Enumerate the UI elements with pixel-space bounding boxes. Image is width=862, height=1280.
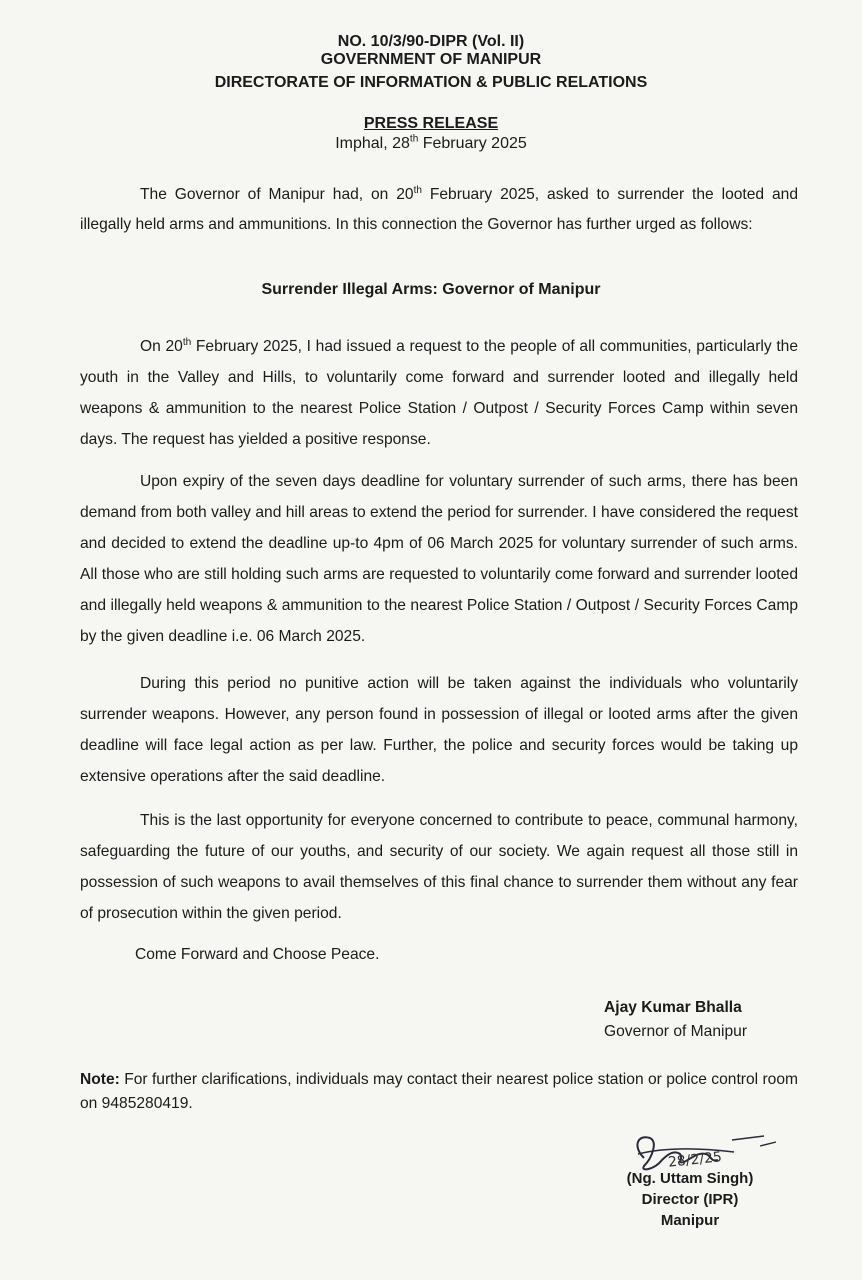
note-paragraph: [80, 1068, 798, 1116]
press-release-title: PRESS RELEASE: [363, 115, 499, 132]
intro-paragraph: The Governor of Manipur had, on 20th February 2025, asked to surrender the looted and illegally held arms and ammunitions. In this connection the Governor has further urged as follows:: [80, 184, 798, 233]
note-label: Note:: [80, 1071, 120, 1088]
body-paragraph-1: On 20th February 2025, I had issued a request to the people of all communities, particularly the youth in the Valley and Hills, to voluntarily come forward and surrender looted and illegally held weapons & ammunition to the nearest Police Station / Outpost / Security Forces Camp within seven days. The request has yielded a positive response.: [80, 336, 799, 448]
governor-name: Ajay Kumar Bhalla: [604, 999, 742, 1016]
body-paragraph-2: Upon expiry of the seven days deadline for voluntary surrender of such arms, there has been demand from both valley and hill areas to extend the period for surrender. I have considered the request and decided to extend the deadline up-to 4pm of 06 March 2025 for voluntary surrender of such arms. All those who are still holding such arms are requested to voluntarily come forward and surrender looted and illegally held weapons & ammunition to the nearest Police Station / Outpost / Security Forces Camp by the given deadline i.e. 06 March 2025.: [80, 473, 798, 645]
body-paragraph-4: This is the last opportunity for everyone concerned to contribute to peace, communal harmony, safeguarding the future of our youths, and security of our society. We again request all those still in possession of such weapons to avail themselves of this final chance to surrender them without any fear of prosecution within the given period.: [80, 812, 798, 922]
governor-signature-block: [604, 996, 747, 1044]
government-name: GOVERNMENT OF MANIPUR: [320, 51, 542, 68]
signature-date: 28/2/25: [667, 1149, 723, 1171]
director-name: (Ng. Uttam Singh): [626, 1170, 754, 1187]
director-signature-block: [600, 1168, 780, 1231]
note-text: For further clarifications, individuals may contact their nearest police station or police control room on 9485280419.: [80, 1071, 798, 1112]
release-date: Imphal, 28th February 2025: [335, 133, 527, 152]
reference-number: NO. 10/3/90-DIPR (Vol. II): [337, 33, 525, 50]
body-paragraph-3: During this period no punitive action will be taken against the individuals who voluntarily surrender weapons. However, any person found in possession of illegal or looted arms after the given deadline will face legal action as per law. Further, the police and security forces would be taking up extensive operations after the said deadline.: [80, 675, 798, 785]
closing-line: Come Forward and Choose Peace.: [135, 946, 380, 963]
subheading: Surrender Illegal Arms: Governor of Manipur: [261, 281, 601, 298]
director-place: Manipur: [660, 1212, 720, 1229]
director-title: Director (IPR): [641, 1191, 739, 1208]
directorate-name: DIRECTORATE OF INFORMATION & PUBLIC RELATIONS: [214, 74, 648, 91]
governor-title: Governor of Manipur: [604, 1023, 748, 1040]
